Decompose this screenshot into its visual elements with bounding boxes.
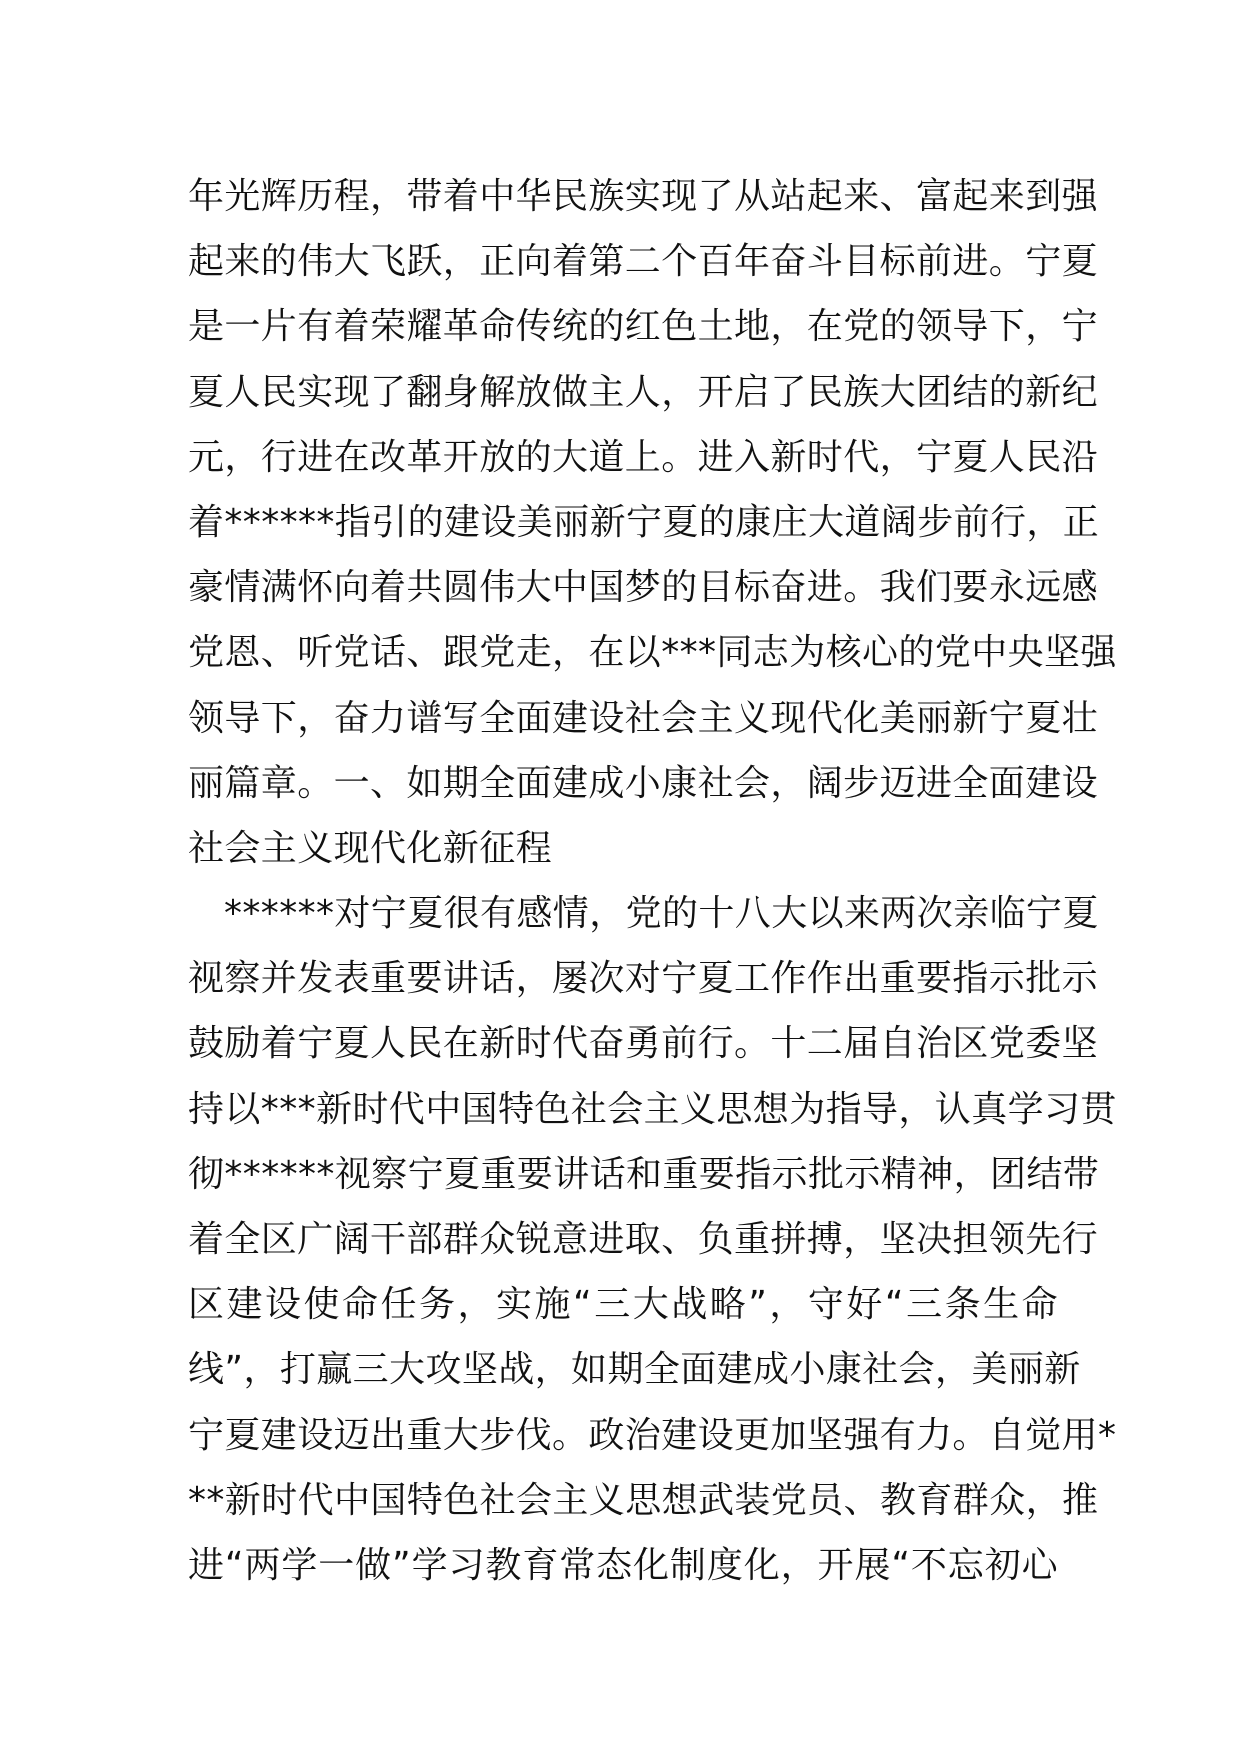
text-line: 是一片有着荣耀革命传统的红色土地，在党的领导下，宁: [188, 306, 1099, 348]
text-line: 社会主义现代化新征程: [188, 827, 553, 869]
text-line: 区建设使命任务，实施“三大战略”，守好“三条生命: [188, 1284, 1058, 1326]
text-line: ******对宁夏很有感情，党的十八大以来两次亲临宁夏: [224, 893, 1099, 935]
text-line: 年光辉历程，带着中华民族实现了从站起来、富起来到强: [188, 176, 1099, 217]
paragraph-2: [188, 881, 1117, 1598]
text-line: 豪情满怀向着共圆伟大中国梦的目标奋进。我们要永远感: [188, 567, 1099, 609]
text-line: 持以***新时代中国特色社会主义思想为指导，认真学习贯: [188, 1088, 1117, 1130]
text-line: 元，行进在改革开放的大道上。进入新时代，宁夏人民沿: [188, 436, 1099, 478]
text-line: 进“两学一做”学习教育常态化制度化，开展“不忘初心: [188, 1544, 1058, 1586]
text-line: 丽篇章。一、如期全面建成小康社会，阔步迈进全面建设: [188, 762, 1099, 804]
paragraph-1: [188, 164, 1117, 881]
text-line: 鼓励着宁夏人民在新时代奋勇前行。十二届自治区党委坚: [188, 1023, 1099, 1065]
text-line: 夏人民实现了翻身解放做主人，开启了民族大团结的新纪: [188, 371, 1099, 413]
text-line: 线”，打赢三大攻坚战，如期全面建成小康社会，美丽新: [188, 1349, 1081, 1391]
text-line: 宁夏建设迈出重大步伐。政治建设更加坚强有力。自觉用*: [188, 1414, 1117, 1456]
text-line: 彻******视察宁夏重要讲话和重要指示批示精神，团结带: [188, 1153, 1100, 1195]
text-line: 着全区广阔干部群众锐意进取、负重拼搏，坚决担领先行: [188, 1219, 1099, 1260]
text-line: 着******指引的建设美丽新宁夏的康庄大道阔步前行，正: [188, 501, 1100, 543]
text-line: 视察并发表重要讲话，屡次对宁夏工作作出重要指示批示: [188, 958, 1099, 1000]
body-text: [188, 164, 1117, 1598]
text-line: 领导下，奋力谱写全面建设社会主义现代化美丽新宁夏壮: [188, 697, 1099, 739]
text-line: 起来的伟大飞跃，正向着第二个百年奋斗目标前进。宁夏: [188, 241, 1099, 283]
text-line: **新时代中国特色社会主义思想武装党员、教育群众，推: [188, 1479, 1099, 1521]
text-line: 党恩、听党话、跟党走，在以***同志为核心的党中央坚强: [188, 632, 1117, 674]
